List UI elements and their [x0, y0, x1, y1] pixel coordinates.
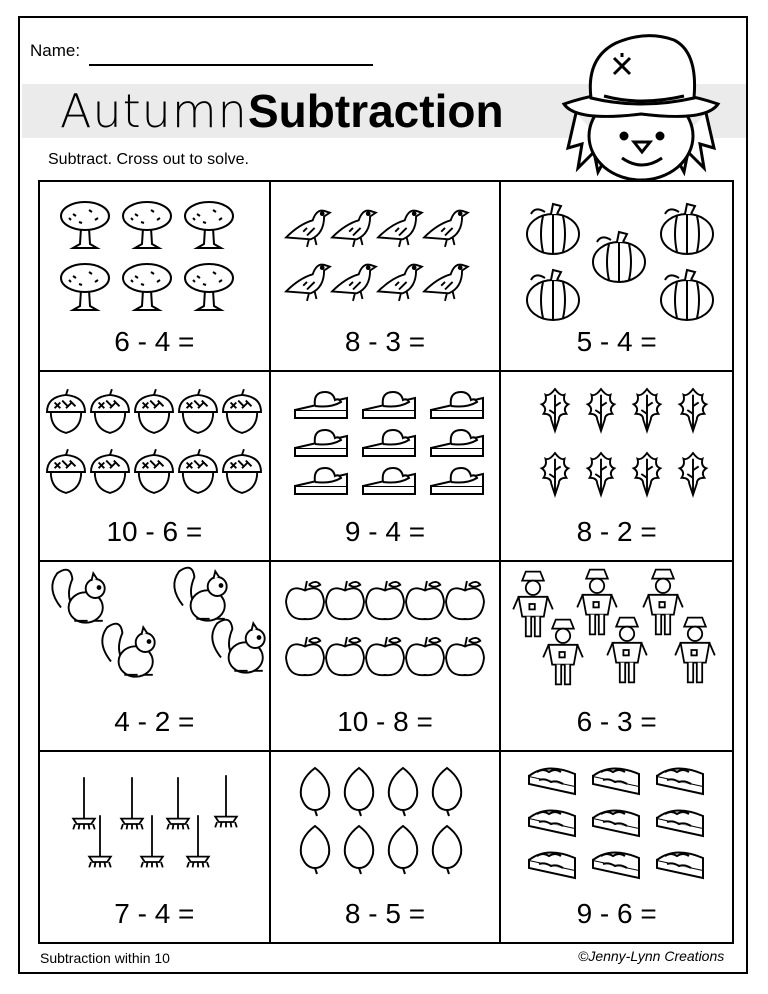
equation: 6 - 4 =	[114, 326, 195, 357]
apple-pie-slice-icon	[657, 768, 703, 794]
squirrel-icon	[102, 624, 154, 677]
footer-credit: ©Jenny-Lynn Creations	[578, 948, 725, 964]
bird-icon	[424, 265, 468, 301]
bird-icons	[271, 182, 500, 322]
pumpkin-icons	[501, 182, 732, 322]
tree-icon	[61, 202, 109, 248]
rake-icon	[121, 777, 143, 829]
problem-cell	[40, 562, 271, 752]
apple-pie-slice-icon	[529, 852, 575, 878]
squirrel-icon	[174, 568, 226, 621]
acorn-icon	[91, 449, 129, 493]
tree-icon	[61, 264, 109, 310]
equation: 5 - 4 =	[576, 326, 657, 357]
apple-icon	[446, 637, 484, 675]
equation: 10 - 6 =	[106, 516, 203, 547]
scarecrow-icon	[676, 618, 716, 683]
pie-slice-icon	[363, 468, 415, 494]
equation: 8 - 3 =	[344, 326, 426, 357]
leaf-outline-icon	[300, 768, 328, 816]
problem-cell	[40, 752, 271, 942]
leaf-outline-icons	[271, 752, 500, 892]
acorn-icon	[91, 389, 129, 433]
pumpkin-icon	[527, 270, 579, 320]
tree-icons	[40, 182, 269, 322]
apple-pie-slice-icon	[593, 852, 639, 878]
tree-icon	[123, 202, 171, 248]
leaf-icon	[634, 453, 661, 495]
bird-icon	[424, 211, 468, 247]
instructions: Subtract. Cross out to solve.	[48, 151, 249, 168]
rake-icon	[187, 815, 209, 867]
pumpkin-icon	[661, 270, 713, 320]
equation: 8 - 5 =	[344, 898, 426, 929]
acorn-icon	[47, 449, 85, 493]
apple-pie-slice-icon	[657, 852, 703, 878]
problem-grid	[38, 180, 734, 944]
pumpkin-icon	[661, 204, 713, 254]
pie-slice-icon	[431, 392, 483, 418]
equation: 6 - 3 =	[576, 706, 657, 737]
rake-icons	[40, 752, 269, 892]
pie-slice-icon	[295, 468, 347, 494]
squirrel-icon	[52, 570, 104, 623]
leaf-outline-icon	[388, 826, 416, 874]
acorn-icon	[223, 389, 261, 433]
footer-subtitle: Subtraction within 10	[40, 950, 170, 966]
scarecrow-icon	[544, 620, 584, 685]
bird-icon	[332, 265, 376, 301]
leaf-icon	[680, 389, 707, 431]
acorn-icon	[47, 389, 85, 433]
leaf-outline-icon	[344, 826, 372, 874]
leaf-icon	[588, 453, 615, 495]
squirrel-icon	[212, 620, 264, 673]
acorn-icon	[223, 449, 261, 493]
acorn-icon	[179, 449, 217, 493]
problem-cell	[501, 372, 732, 562]
scarecrow-icon	[608, 618, 648, 683]
equation: 9 - 6 =	[576, 898, 657, 929]
apple-pie-slice-icon	[593, 768, 639, 794]
name-label: Name:	[30, 41, 81, 60]
problem-cell	[271, 562, 502, 752]
apple-icon	[366, 637, 404, 675]
problem-cell	[40, 182, 271, 372]
apple-icon	[286, 581, 324, 619]
title-bold: Subtraction	[248, 85, 504, 137]
acorn-icon	[135, 449, 173, 493]
pie-slice-icon	[295, 392, 347, 418]
leaf-outline-icon	[432, 826, 460, 874]
acorn-icon	[179, 389, 217, 433]
scarecrow-head-icon	[556, 18, 726, 188]
problem-cell	[271, 182, 502, 372]
problem-cell	[271, 372, 502, 562]
bird-icon	[378, 265, 422, 301]
tree-icon	[185, 202, 233, 248]
scarecrow-icon	[644, 570, 684, 635]
pie-slice-icon	[363, 430, 415, 456]
pie-slice-icon	[431, 468, 483, 494]
leaf-icon	[542, 453, 569, 495]
apple-pie-slice-icons	[501, 752, 732, 892]
leaf-icon	[542, 389, 569, 431]
pie-slice-icon	[363, 392, 415, 418]
equation: 7 - 4 =	[114, 898, 195, 929]
rake-icon	[215, 775, 237, 827]
rake-icon	[167, 777, 189, 829]
pie-slice-icons	[271, 372, 500, 512]
apple-icon	[406, 637, 444, 675]
apple-icon	[406, 581, 444, 619]
leaf-outline-icon	[432, 768, 460, 816]
name-write-line	[89, 64, 373, 66]
leaf-icons	[501, 372, 732, 512]
leaf-icon	[680, 453, 707, 495]
tree-icon	[123, 264, 171, 310]
apple-icon	[446, 581, 484, 619]
apple-icon	[366, 581, 404, 619]
apple-icon	[326, 637, 364, 675]
pumpkin-icon	[593, 232, 645, 282]
apple-icon	[286, 637, 324, 675]
problem-cell	[501, 562, 732, 752]
bird-icon	[286, 211, 330, 247]
problem-cell	[501, 752, 732, 942]
leaf-outline-icon	[388, 768, 416, 816]
leaf-icon	[634, 389, 661, 431]
rake-icon	[73, 777, 95, 829]
equation: 9 - 4 =	[344, 516, 426, 547]
problem-cell	[40, 372, 271, 562]
rake-icon	[141, 815, 163, 867]
leaf-icon	[588, 389, 615, 431]
scarecrow-icon	[514, 572, 554, 637]
title-script: Autumn	[60, 84, 248, 138]
bird-icon	[286, 265, 330, 301]
tree-icon	[185, 264, 233, 310]
squirrel-icons	[40, 562, 269, 702]
apple-pie-slice-icon	[657, 810, 703, 836]
pie-slice-icon	[431, 430, 483, 456]
scarecrow-icons	[501, 562, 732, 702]
equation: 4 - 2 =	[114, 706, 195, 737]
acorn-icons	[40, 372, 269, 512]
apple-pie-slice-icon	[529, 768, 575, 794]
leaf-outline-icon	[344, 768, 372, 816]
bird-icon	[378, 211, 422, 247]
equation: 10 - 8 =	[337, 706, 433, 737]
problem-cell	[271, 752, 502, 942]
scarecrow-icon	[578, 570, 618, 635]
acorn-icon	[135, 389, 173, 433]
bird-icon	[332, 211, 376, 247]
pie-slice-icon	[295, 430, 347, 456]
apple-icon	[326, 581, 364, 619]
pumpkin-icon	[527, 204, 579, 254]
equation: 8 - 2 =	[576, 516, 657, 547]
leaf-outline-icon	[300, 826, 328, 874]
problem-cell	[501, 182, 732, 372]
apple-pie-slice-icon	[529, 810, 575, 836]
apple-pie-slice-icon	[593, 810, 639, 836]
apple-icons	[271, 562, 500, 702]
